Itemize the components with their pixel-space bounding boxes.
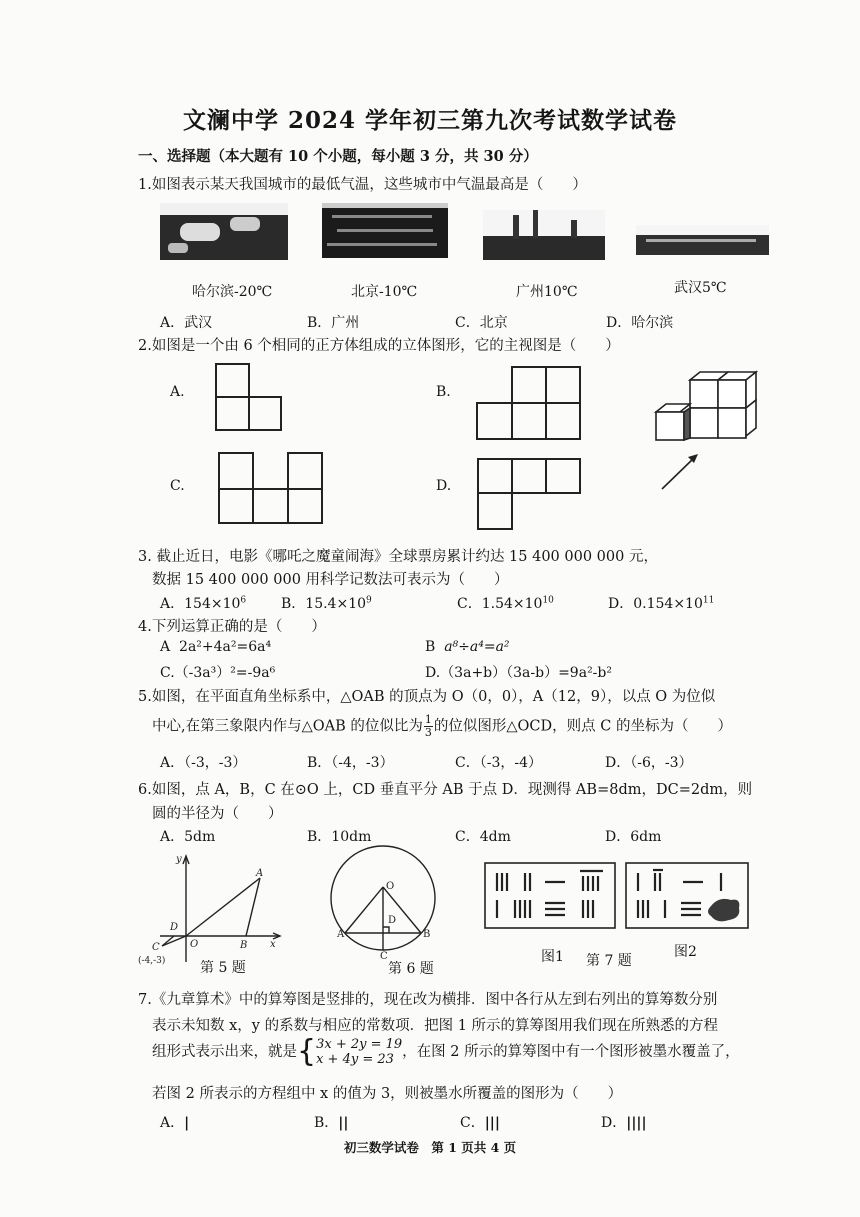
fig7-caption-2: 图2 <box>674 944 697 960</box>
q6-line2: 圆的半径为（ ） <box>152 806 283 822</box>
q6-line1: 6.如图，点 A，B，C 在⊙O 上，CD 垂直平分 AB 于点 D．现测得 AB=8dm，DC=2dm，则 <box>138 782 753 798</box>
q5-option-a[interactable]: A．（-3，-3） <box>160 755 247 771</box>
page-footer: 初三数学试卷 第 1 页共 4 页 <box>343 1140 517 1155</box>
fig6-label-a: A <box>337 929 345 940</box>
q7-option-b[interactable]: B．|| <box>314 1115 349 1131</box>
section-heading: 一、选择题（本大题有 10 个小题，每小题 3 分，共 30 分） <box>138 148 538 165</box>
q5-option-c[interactable]: C．（-3，-4） <box>455 755 542 771</box>
q1-stem: 1.如图表示某天我国城市的最低气温，这些城市中气温最高是（ ） <box>138 177 587 193</box>
fig5-label-a: A <box>256 868 264 879</box>
q2-label-d[interactable]: D. <box>436 478 452 494</box>
q3-line2: 数据 15 400 000 000 用科学记数法可表示为（ ） <box>152 572 509 588</box>
equation-system: 3x + 2y = 19 x + 4y = 23 <box>316 1037 403 1067</box>
q6-option-d[interactable]: D．6dm <box>605 829 662 845</box>
q5-option-b[interactable]: B．（-4，-3） <box>307 755 394 771</box>
q2-label-a[interactable]: A. <box>170 384 185 400</box>
fig5-label-y: y <box>176 854 182 865</box>
q7-line3: 组形式表示出来，就是{ 3x + 2y = 19 x + 4y = 23 ，在图 2 所示的算筹图中有一个图形被墨水覆盖了， <box>152 1034 740 1069</box>
q2-stem: 2.如图是一个由 6 个相同的正方体组成的立体图形，它的主视图是（ ） <box>138 338 620 354</box>
fig6-label-o: O <box>386 881 395 892</box>
q1-option-b[interactable]: B．广州 <box>307 315 360 331</box>
fig5-label-o: O <box>190 939 199 950</box>
q4-option-c[interactable]: C.（-3a³）²=-9a⁶ <box>160 665 276 681</box>
q2-label-b[interactable]: B. <box>436 384 451 400</box>
wuhan-photo <box>636 225 769 255</box>
q3-option-d[interactable]: D．$0.154\times 10^{11}$ <box>608 595 715 612</box>
q7-line2: 表示未知数 x，y 的系数与相应的常数项．把图 1 所示的算筹图用我们现在所熟悉的方程 <box>152 1018 719 1034</box>
city-label-harbin: 哈尔滨-20℃ <box>192 284 273 300</box>
q7-rod-figures <box>483 858 753 938</box>
q7-option-c[interactable]: C．||| <box>460 1115 500 1131</box>
fig5-point-c-coords: (-4,-3) <box>138 956 166 966</box>
q5-line1: 5.如图，在平面直角坐标系中，△OAB 的顶点为 O（0，0），A（12，9），以点 O 为位似 <box>138 689 716 705</box>
fig6-label-c: C <box>380 951 388 960</box>
q6-option-c[interactable]: C．4dm <box>455 829 511 845</box>
fig6-label-b: B <box>423 929 431 940</box>
exam-title: 文澜中学 2024 学年初三第九次考试数学试卷 <box>182 107 678 134</box>
fig7-caption: 第 7 题 <box>586 953 632 969</box>
q1-option-a[interactable]: A．武汉 <box>160 315 213 331</box>
q7-option-d[interactable]: D．|||| <box>601 1115 647 1131</box>
city-label-wuhan: 武汉5℃ <box>674 280 727 296</box>
beijing-photo <box>322 203 448 258</box>
q4-option-a[interactable]: A 2a²+4a²=6a⁴ <box>160 639 272 655</box>
q3-option-b[interactable]: B．$15.4\times 10^9$ <box>281 595 372 612</box>
q6-option-b[interactable]: B．10dm <box>307 829 372 845</box>
ratio-fraction: $\frac{1}{3}$ <box>424 713 432 739</box>
q4-option-b[interactable]: B a⁸÷a⁴=a² <box>425 639 510 655</box>
q1-option-c[interactable]: C．北京 <box>455 315 508 331</box>
q1-option-d[interactable]: D．哈尔滨 <box>606 315 674 331</box>
q6-circle-figure <box>328 845 438 960</box>
q5-option-d[interactable]: D．（-6，-3） <box>605 755 693 771</box>
q5-line2: 中心,在第三象限内作与△OAB 的位似比为 $\frac{1}{3}$ 的位似图形△OCD，则点 C 的坐标为（ ） <box>152 713 732 739</box>
q4-stem: 4.下列运算正确的是（ ） <box>138 619 326 635</box>
fig5-caption: 第 5 题 <box>200 960 246 976</box>
fig6-caption: 第 6 题 <box>388 961 434 977</box>
fig5-label-d: D <box>170 922 179 933</box>
q3-option-c[interactable]: C．$1.54\times 10^{10}$ <box>457 595 554 612</box>
q7-line4: 若图 2 所表示的方程组中 x 的值为 3，则被墨水所覆盖的图形为（ ） <box>152 1086 623 1102</box>
q2-label-c[interactable]: C. <box>170 478 185 494</box>
q3-option-a[interactable]: A．$154\times 10^6$ <box>160 595 247 612</box>
city-label-guangzhou: 广州10℃ <box>516 284 578 300</box>
fig5-label-b: B <box>240 940 248 951</box>
ink-blot-icon <box>708 899 739 921</box>
q4-option-d[interactable]: D.（3a+b）（3a-b）=9a²-b² <box>425 665 612 681</box>
q3-line1: 3. 截止近日，电影《哪吒之魔童闹海》全球票房累计约达 15 400 000 000 元， <box>138 549 658 565</box>
harbin-photo <box>160 203 288 260</box>
fig6-label-d: D <box>388 915 397 926</box>
fig5-label-x: x <box>270 939 276 950</box>
city-label-beijing: 北京-10℃ <box>351 284 418 300</box>
fig5-label-c: C <box>152 942 160 953</box>
guangzhou-photo <box>483 210 605 260</box>
q6-option-a[interactable]: A．5dm <box>160 829 216 845</box>
q7-option-a[interactable]: A．| <box>160 1115 190 1131</box>
equation-brace: { <box>297 1034 317 1069</box>
q2-solid-figure <box>640 362 760 497</box>
q7-line1: 7.《九章算术》中的算筹图是竖排的，现在改为横排．图中各行从左到右列出的算筹数分别 <box>138 992 718 1008</box>
fig7-caption-1: 图1 <box>541 949 564 965</box>
